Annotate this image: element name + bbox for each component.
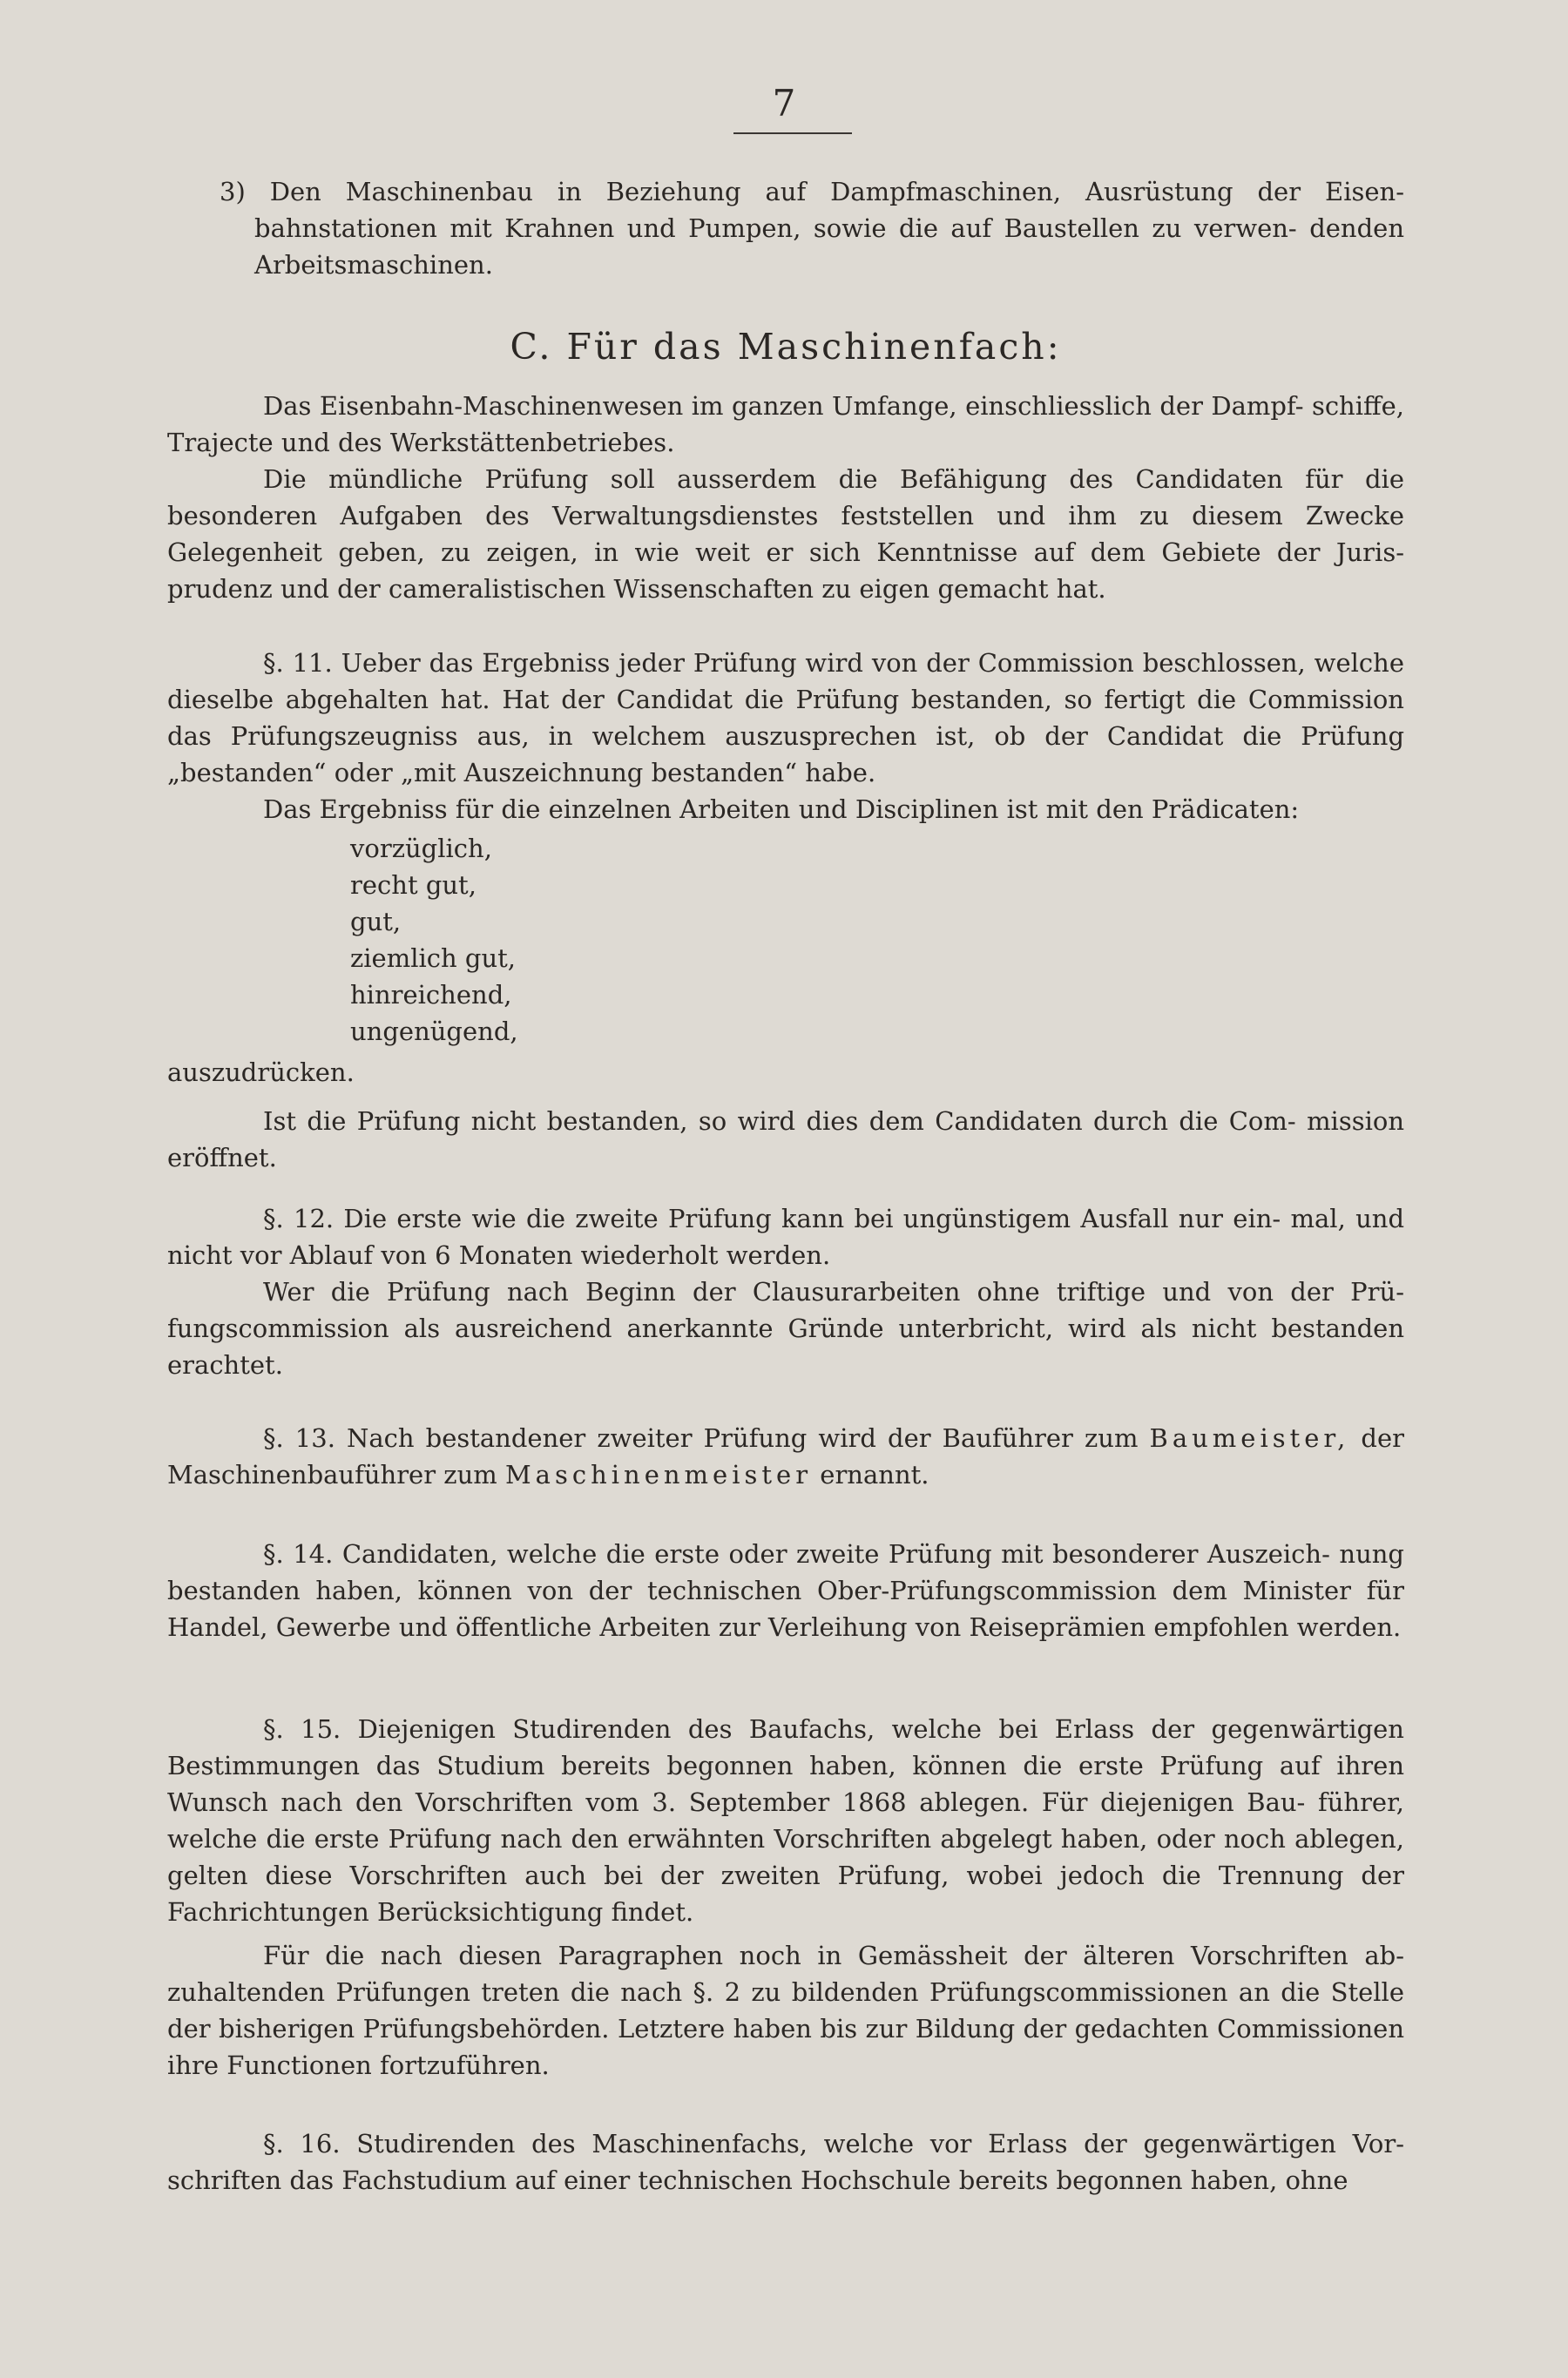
item-3-line-1: 3) Den Maschinenbau in Beziehung auf Dampfmaschinen, Ausrüstung der Eisen- (220, 177, 1404, 206)
s16-line-2: schriften das Fachstudium auf einer technischen Hochschule bereits begonnen haben, ohne (167, 2165, 1348, 2195)
item-3-line-2: bahnstationen mit Krahnen und Pumpen, sowie die auf Baustellen zu verwen- (254, 213, 1297, 243)
section-c-body (167, 388, 1404, 607)
s13-line-2-end: ernannt. (812, 1460, 929, 1490)
section-c-paragraph-1 (167, 388, 1404, 461)
s13-baumeister: Baumeister, (1149, 1423, 1350, 1453)
paragraph-11-tail (167, 1054, 1404, 1176)
s15-line-4: führer, welche die erste Prüfung nach den erwähnten Vorschriften abgelegt haben, oder (167, 1787, 1404, 1854)
s14-line-1: §. 14. Candidaten, welche die erste oder zweite Prüfung mit besonderer Auszeich- (263, 1539, 1330, 1569)
paragraph-12 (167, 1200, 1404, 1383)
s14-line-4: werden. (1296, 1612, 1402, 1642)
section-c-heading: C. Für das Maschinenfach: (510, 326, 1062, 368)
paragraph-15-second (167, 1937, 1404, 2084)
predicate-item: vorzüglich, (350, 834, 492, 863)
paragraph-12-main (167, 1200, 1404, 1273)
s11-line-1: §. 11. Ueber das Ergebniss jeder Prüfung wird von der Commission beschlossen, (263, 648, 1306, 678)
s13-line-2: der Maschinenbauführer zum (167, 1423, 1404, 1490)
s15-line-7: Für die nach diesen Paragraphen noch in Gemässheit der älteren Vorschriften ab- (263, 1941, 1404, 1970)
s14-line-2: nung bestanden haben, können von der technischen Ober-Prüfungscommission dem Minister (167, 1539, 1404, 1605)
paragraph-11-predicates-intro: Das Ergebniss für die einzelnen Arbeiten und Disciplinen ist mit den Prädicaten: (263, 794, 1300, 824)
item-3-paragraph (167, 173, 1404, 283)
predicate-list (350, 830, 518, 1050)
s12-line-1: §. 12. Die erste wie die zweite Prüfung kann bei ungünstigem Ausfall nur ein- (263, 1204, 1281, 1233)
s11-line-7: Ist die Prüfung nicht bestanden, so wird dies dem Candidaten durch die Com- (263, 1106, 1296, 1136)
predicate-item: hinreichend, (350, 980, 512, 1010)
s15-line-6: Trennung der Fachrichtungen Berücksichtigung findet. (167, 1861, 1405, 1927)
predicate-item: ungenügend, (350, 1017, 518, 1046)
s15-line-9: Stelle der bisherigen Prüfungsbehörden. Letztere haben bis zur Bildung der gedachten (167, 1977, 1404, 2044)
s11-line-3: Commission das Prüfungszeugniss aus, in welchem auszusprechen ist, ob der Candidat die (167, 685, 1404, 751)
paragraph-12-second (167, 1273, 1404, 1383)
predicate-item: recht gut, (350, 870, 476, 900)
item-3-line-3: denden Arbeitsmaschinen. (254, 213, 1404, 280)
section-c-p2-line-1: Die mündliche Prüfung soll ausserdem die Befähigung des Candidaten für die (263, 464, 1404, 494)
paragraph-13 (167, 1420, 1404, 1493)
s15-line-5: noch ablegen, gelten diese Vorschriften auch bei der zweiten Prüfung, wobei jedoch die (167, 1824, 1405, 1890)
section-c-p1-line-2: schiffe, Trajecte und des Werkstättenbetriebes. (167, 391, 1404, 457)
paragraph-14 (167, 1536, 1404, 1645)
section-c-p2-line-4: prudenz und der cameralistischen Wissenschaften zu eigen gemacht hat. (167, 574, 1106, 604)
page-number-rule (733, 132, 852, 134)
s15-line-1: §. 15. Diejenigen Studirenden des Baufachs, welche bei Erlass der gegenwärtigen (263, 1714, 1404, 1744)
s12-line-4: fungscommission als ausreichend anerkannte Gründe unterbricht, wird als nicht bestanden (167, 1314, 1404, 1343)
s13-maschinenmeister: Maschinenmeister (504, 1460, 813, 1490)
s12-line-3: Wer die Prüfung nach Beginn der Clausurarbeiten ohne triftige und von der Prü- (263, 1277, 1404, 1307)
s12-line-2: mal, und nicht vor Ablauf von 6 Monaten wiederholt werden. (167, 1204, 1405, 1270)
paragraph-15 (167, 1711, 1404, 2084)
paragraph-16 (167, 2125, 1404, 2199)
s16-line-1: §. 16. Studirenden des Maschinenfachs, welche vor Erlass der gegenwärtigen Vor- (263, 2129, 1404, 2158)
s15-line-3: Wunsch nach den Vorschriften vom 3. September 1868 ablegen. Für diejenigen Bau- (167, 1787, 1306, 1817)
s15-line-2: Bestimmungen das Studium bereits begonnen haben, können die erste Prüfung auf ihren (167, 1751, 1404, 1780)
s11-line-8: mission eröffnet. (167, 1106, 1405, 1172)
s11-line-6: auszudrücken. (167, 1057, 355, 1087)
s15-line-8: zuhaltenden Prüfungen treten die nach §. 2 zu bildenden Prüfungscommissionen an die (167, 1977, 1321, 2007)
paragraph-11-main (167, 645, 1404, 791)
predicate-item: gut, (350, 907, 402, 936)
paragraph-15-main (167, 1711, 1404, 1930)
s13-line-1: §. 13. Nach bestandener zweiter Prüfung wird der Bauführer zum (263, 1423, 1150, 1453)
paragraph-11 (167, 645, 1404, 828)
page-number: 7 (772, 82, 796, 125)
s11-line-4: Prüfung „bestanden“ oder „mit Auszeichnung bestanden“ habe. (167, 721, 1405, 787)
section-c-paragraph-2 (167, 461, 1404, 607)
section-c-p2-line-3: Gelegenheit geben, zu zeigen, in wie weit er sich Kenntnisse auf dem Gebiete der Juris- (167, 537, 1404, 567)
paragraph-14-main (167, 1536, 1404, 1645)
s11-line-2: welche dieselbe abgehalten hat. Hat der Candidat die Prüfung bestanden, so fertigt die (167, 648, 1405, 714)
s12-line-5: erachtet. (167, 1350, 283, 1380)
paragraph-16-main (167, 2125, 1404, 2199)
paragraph-13-main (167, 1420, 1404, 1493)
section-c-p2-line-2: besonderen Aufgaben des Verwaltungsdienstes feststellen und ihm zu diesem Zwecke (167, 501, 1404, 530)
s14-line-3: für Handel, Gewerbe und öffentliche Arbeiten zur Verleihung von Reiseprämien empfohlen (167, 1576, 1404, 1642)
s15-line-10: Commissionen ihre Functionen fortzuführen. (167, 2014, 1405, 2080)
section-c-p1-line-1: Das Eisenbahn-Maschinenwesen im ganzen Umfange, einschliesslich der Dampf- (263, 391, 1304, 421)
predicate-item: ziemlich gut, (350, 943, 517, 973)
s11-not-passed (167, 1103, 1404, 1176)
